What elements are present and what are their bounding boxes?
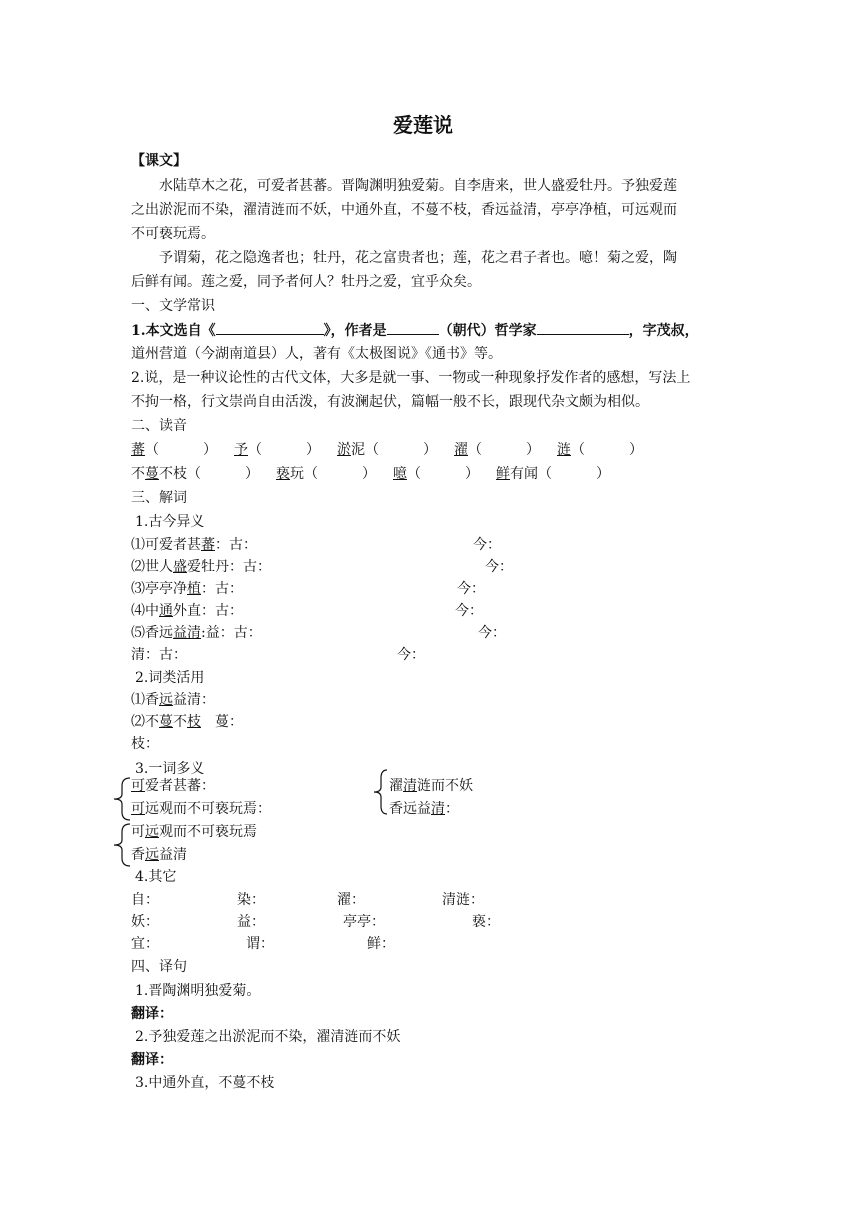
q1-text: ，字茂叔， (628, 323, 699, 339)
item-text: 观而不可亵玩焉 (159, 824, 257, 840)
paren: （ (365, 442, 379, 458)
paren: （ (538, 466, 552, 482)
question-2-line: 不拘一格，行文崇尚自由活泼，有波澜起伏，篇幅一般不长，跟现代杂文颇为相似。 (131, 394, 649, 410)
paren: ） (203, 442, 217, 458)
item-key: 通 (159, 603, 173, 619)
gujin-item (131, 580, 243, 598)
other-word: 妖： (131, 914, 159, 930)
section-heading: 三、解词 (131, 490, 187, 506)
passage-line: 不可亵玩焉。 (131, 226, 215, 242)
section-heading: 二、读音 (131, 418, 187, 434)
other-word: 益： (237, 914, 265, 930)
item-key: 蕃 (201, 537, 215, 553)
jin-label: 今： (457, 581, 485, 597)
item-text: ⑴可爱者甚 (131, 537, 201, 553)
item-text: ： (445, 801, 459, 817)
item-text: 涟而不妖 (417, 778, 473, 794)
item-key: 可 (131, 801, 145, 817)
pinyin-word: 玩 (290, 466, 304, 482)
paren: （ (187, 466, 201, 482)
item-key: 远 (145, 824, 159, 840)
subsection-heading: 4.其它 (135, 869, 177, 885)
item-text: ⑶亭亭净 (131, 581, 187, 597)
item-text: 爱者甚蕃： (145, 778, 215, 794)
paren: ） (465, 466, 479, 482)
passage-line: 后鲜有闻。莲之爱，同予者何人？牡丹之爱，宜乎众矣。 (131, 274, 481, 290)
pinyin-word: 蔓 (145, 466, 159, 482)
item-text: ⑷中 (131, 603, 159, 619)
duoyi-item (389, 777, 473, 795)
item-text: :益：古： (201, 625, 262, 641)
item-key: 远 (145, 847, 159, 863)
gujin-item: 清：古： (131, 647, 187, 663)
q1-text: 》，作者是 (323, 323, 387, 339)
paren: ） (306, 442, 320, 458)
gujin-item (131, 602, 243, 620)
item-key: 清 (403, 778, 417, 794)
gujin-item (131, 536, 257, 554)
huoyong-item: 枝： (131, 736, 159, 752)
duoyi-item (131, 777, 215, 795)
text-heading: 【课文】 (131, 153, 187, 169)
subsection-heading: 3.一词多义 (135, 761, 205, 777)
q1-text: 1.本文选自《 (131, 323, 216, 339)
item-text: 远观而不可亵玩焉： (145, 801, 271, 817)
translate-label: 翻译： (131, 1052, 173, 1068)
other-word: 宜： (131, 936, 159, 952)
answer-blank[interactable] (387, 321, 439, 335)
translate-label: 翻译： (131, 1006, 173, 1022)
translate-sentence: 1.晋陶渊明独爱菊。 (135, 983, 261, 999)
paren: ） (245, 466, 259, 482)
duoyi-item (389, 800, 459, 818)
item-key: 蔓 (159, 714, 173, 730)
pinyin-word: 濯 (454, 442, 468, 458)
subsection-heading: 1.古今异义 (135, 514, 205, 530)
question-1 (131, 321, 699, 340)
item-key: 益清 (173, 625, 201, 641)
paren: ） (362, 466, 376, 482)
translate-sentence: 2.予独爱莲之出淤泥而不染，濯清涟而不妖 (135, 1029, 401, 1045)
item-text: 可 (131, 824, 145, 840)
item-key: 枝 (187, 714, 201, 730)
jin-label: 今： (478, 625, 506, 641)
answer-blank[interactable] (216, 321, 324, 335)
item-text: 外直：古： (173, 603, 243, 619)
pinyin-row-2 (131, 465, 610, 483)
paren: （ (145, 442, 159, 458)
item-key: 植 (187, 581, 201, 597)
paren: （ (248, 442, 262, 458)
paren: ） (629, 442, 643, 458)
item-text: 濯 (389, 778, 403, 794)
item-key: 清 (431, 801, 445, 817)
pinyin-word: 噫 (393, 466, 407, 482)
gujin-item (131, 558, 271, 576)
brace-icon (110, 776, 132, 822)
duoyi-item (131, 846, 187, 864)
other-word: 亵： (472, 914, 500, 930)
passage-line: 之出淤泥而不染，濯清涟而不妖，中通外直，不蔓不枝，香远益清，亭亭净植，可远观而 (131, 202, 677, 218)
item-text: 香 (131, 847, 145, 863)
page-title: 爱莲说 (393, 113, 453, 137)
item-key: 远 (159, 692, 173, 708)
item-text: ：古： (215, 537, 257, 553)
pinyin-word: 有闻 (510, 466, 538, 482)
paren: （ (304, 466, 318, 482)
passage-line: 予谓菊，花之隐逸者也；牡丹，花之富贵者也；莲，花之君子者也。噫！菊之爱，陶 (159, 250, 677, 266)
pinyin-word: 亵 (276, 466, 290, 482)
huoyong-item (131, 691, 215, 709)
pinyin-word: 蕃 (131, 442, 145, 458)
pinyin-word: 涟 (557, 442, 571, 458)
pinyin-row-1 (131, 441, 643, 459)
other-word: 亭亭： (343, 914, 385, 930)
item-text: ⑸香远 (131, 625, 173, 641)
item-text: 益清： (173, 692, 215, 708)
pinyin-word: 泥 (351, 442, 365, 458)
pinyin-word: 不 (131, 466, 145, 482)
translate-sentence: 3.中通外直，不蔓不枝 (135, 1075, 275, 1091)
pinyin-word: 不枝 (159, 466, 187, 482)
pinyin-word: 淤 (337, 442, 351, 458)
huoyong-item (131, 713, 243, 731)
item-text: ⑴香 (131, 692, 159, 708)
gujin-item (131, 624, 262, 642)
paren: ） (423, 442, 437, 458)
jin-label: 今： (397, 647, 425, 663)
question-1-line-2: 道州营道（今湖南道县）人，著有《太极图说》《通书》等。 (131, 346, 502, 362)
jin-label: 今： (455, 603, 483, 619)
item-key: 可 (131, 778, 145, 794)
section-heading: 一、文学常识 (131, 298, 215, 314)
passage-line: 水陆草木之花，可爱者甚蕃。晋陶渊明独爱菊。自李唐来，世人盛爱牡丹。予独爱莲 (159, 178, 677, 194)
answer-blank[interactable] (537, 321, 629, 335)
pinyin-word: 予 (234, 442, 248, 458)
paren: ） (596, 466, 610, 482)
other-word: 染： (237, 892, 265, 908)
item-text: 香远益 (389, 801, 431, 817)
jin-label: 今： (473, 537, 501, 553)
item-key: 盛 (173, 559, 187, 575)
item-text: ：古： (201, 581, 243, 597)
other-word: 濯： (337, 892, 365, 908)
pinyin-word: 鲜 (496, 466, 510, 482)
jin-label: 今： (485, 559, 513, 575)
item-text: 蔓： (215, 714, 243, 730)
brace-icon (371, 768, 389, 816)
item-text: ⑵世人 (131, 559, 173, 575)
paren: （ (468, 442, 482, 458)
brace-icon (110, 822, 132, 868)
item-text: ⑵不 (131, 714, 159, 730)
other-word: 清涟： (442, 892, 484, 908)
paren: （ (407, 466, 421, 482)
item-text: 益清 (159, 847, 187, 863)
item-text: 不 (173, 714, 187, 730)
paren: （ (571, 442, 585, 458)
paren: ） (526, 442, 540, 458)
duoyi-item (131, 823, 257, 841)
other-word: 自： (131, 892, 159, 908)
item-text: 爱牡丹：古： (187, 559, 271, 575)
question-2-line: 2.说，是一种议论性的古代文体，大多是就一事、一物或一种现象抒发作者的感想，写法上 (131, 370, 691, 386)
subsection-heading: 2.词类活用 (135, 670, 205, 686)
section-heading: 四、译句 (131, 959, 187, 975)
other-word: 鲜： (367, 936, 395, 952)
other-word: 谓： (246, 936, 274, 952)
duoyi-item (131, 800, 271, 818)
q1-text: （朝代）哲学家 (438, 323, 537, 339)
